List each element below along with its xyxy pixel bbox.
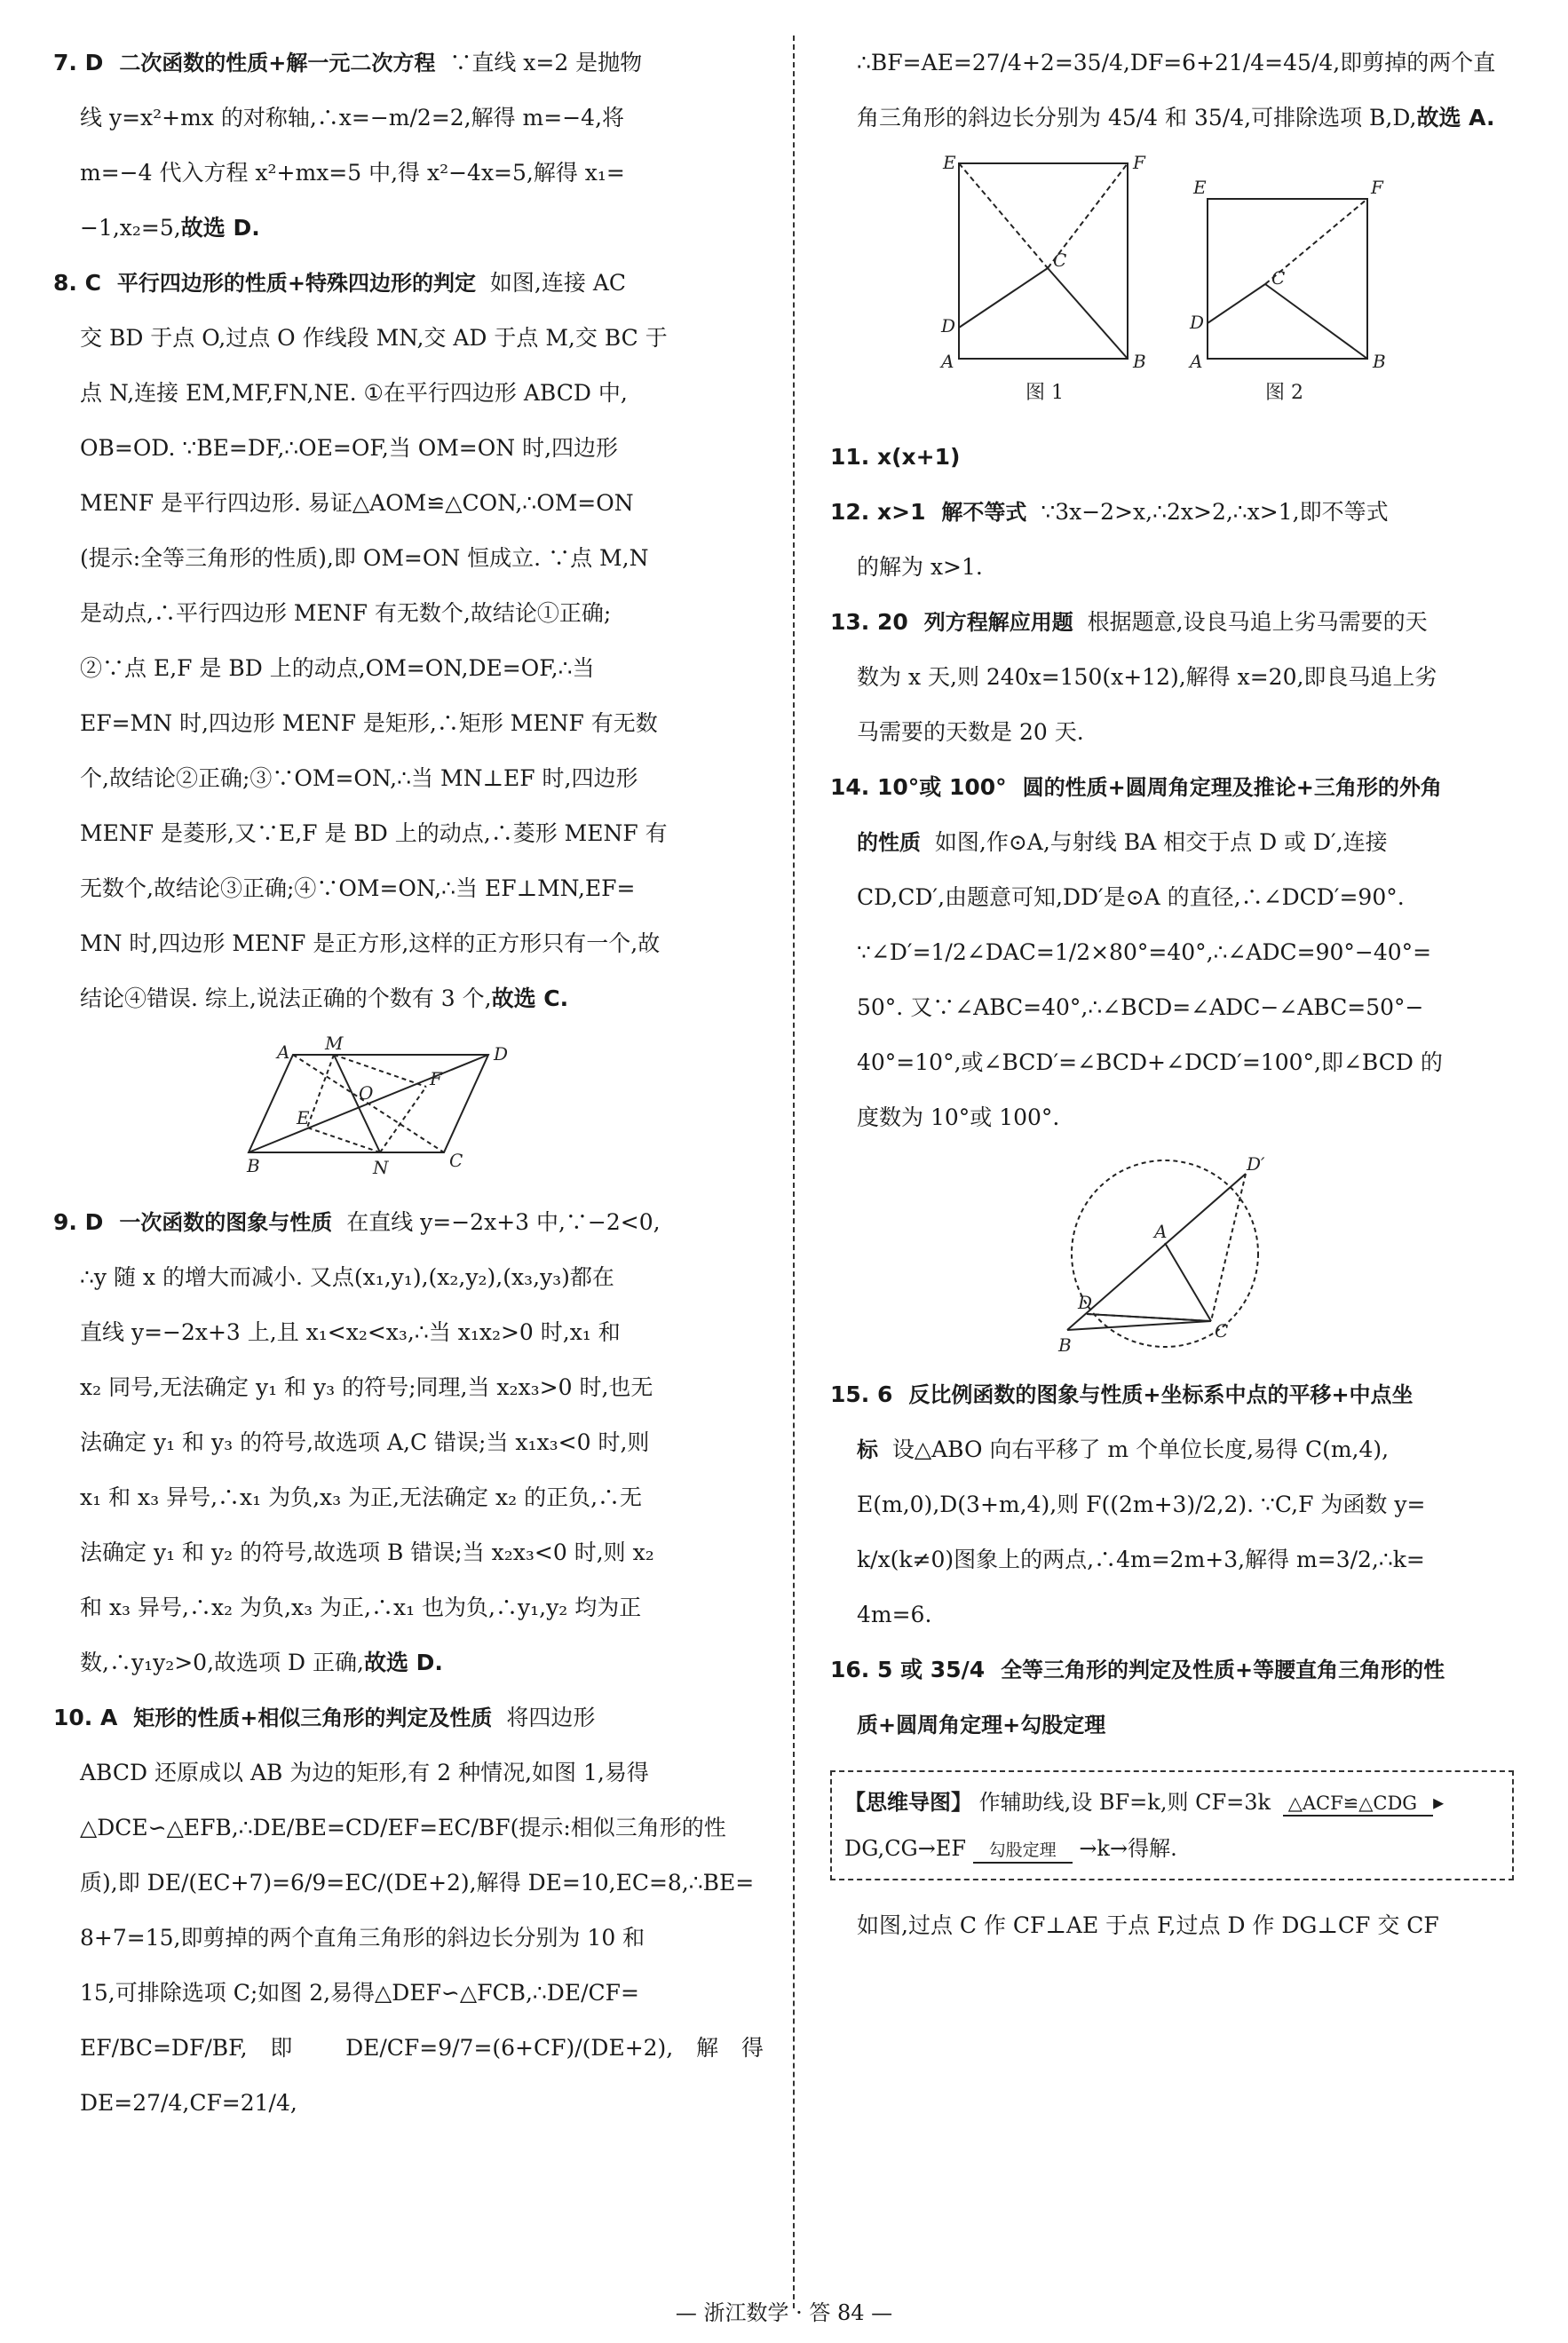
answer-15 [830,1367,1514,1642]
answer-line: 数,∴y₁y₂>0,故选项 D 正确, [80,1650,364,1675]
answer-11 [830,430,1514,485]
answer-conclusion: 故选 D. [363,1650,443,1675]
answer-line: 交 BD 于点 O,过点 O 作线段 MN,交 AD 于点 M,交 BC 于 [80,325,668,351]
answer-line: EF=MN 时,四边形 MENF 是矩形,∴矩形 MENF 有无数 [80,710,658,736]
topic-label-cont: 质+圆周角定理+勾股定理 [857,1713,1106,1737]
answer-line: 8+7=15,即剪掉的两个直角三角形的斜边长分别为 10 和 [80,1925,645,1951]
topic-label: 平行四边形的性质+特殊四边形的判定 [116,271,477,296]
arrow-label: △ACF≌△CDG [1287,1793,1418,1814]
answer-10-continued [830,36,1514,421]
answer-line: x₁ 和 x₃ 异号,∴x₁ 为负,x₃ 为正,无法确定 x₂ 的正负,∴无 [80,1484,643,1510]
answer-line: (提示:全等三角形的性质),即 OM=ON 恒成立. ∵点 M,N [80,545,649,571]
answer-line: CD,CD′,由题意可知,DD′是⊙A 的直径,∴∠DCD′=90°. [857,884,1405,910]
answer-line: 如图,连接 AC [489,270,626,296]
answer-line: ∴BF=AE=27/4+2=35/4,DF=6+21/4=45/4,即剪掉的两个直 [857,50,1496,75]
answer-line: 如图,作⊙A,与射线 BA 相交于点 D 或 D′,连接 [934,829,1388,855]
answer-line: k/x(k≠0)图象上的两点,∴4m=2m+3,解得 m=3/2,∴k= [857,1547,1425,1572]
answer-tag: 15. 6 [830,1381,893,1407]
point-label-A: A [1154,1221,1168,1242]
answer-line: ∴y 随 x 的增大而减小. 又点(x₁,y₁),(x₂,y₂),(x₃,y₃)都在 [80,1264,614,1290]
answer-line: x₂ 同号,无法确定 y₁ 和 y₃ 的符号;同理,当 x₂x₃>0 时,也无 [80,1374,653,1400]
answer-tag: 8. C [53,270,101,296]
point-label-M: M [325,1033,344,1054]
fig1-label-F: F [1133,152,1145,173]
answer-line: 40°=10°,或∠BCD′=∠BCD+∠DCD′=100°,即∠BCD 的 [857,1049,1443,1075]
topic-label: 列方程解应用题 [923,610,1073,635]
figure-2-caption: 图 2 [1265,382,1303,404]
mind-map-line: DG,CG→EF [844,1836,967,1861]
topic-label: 反比例函数的图象与性质+坐标系中点的平移+中点坐 [908,1382,1414,1407]
answer-line: 数为 x 天,则 240x=150(x+12),解得 x=20,即良马追上劣 [857,664,1437,690]
answer-8 [53,256,764,1186]
answer-line: 个,故结论②正确;③∵OM=ON,∴当 MN⊥EF 时,四边形 [80,765,638,791]
answer-10 [53,1690,764,2131]
fig2-label-B: B [1373,351,1386,372]
answer-line: 质),即 DE/(EC+7)=6/9=EC/(DE+2),解得 DE=10,EC=8,∴BE= [80,1870,755,1896]
page-footer: — 浙江数学 · 答 84 — [675,2300,893,2325]
answer-conclusion: 故选 C. [491,985,569,1011]
answer-7 [53,36,764,256]
answer-line: MENF 是菱形,又∵E,F 是 BD 上的动点,∴菱形 MENF 有 [80,820,668,846]
answer-13 [830,595,1514,760]
point-label-E: E [297,1107,310,1128]
answer-line: ABCD 还原成以 AB 为边的矩形,有 2 种情况,如图 1,易得 [80,1760,649,1785]
answer-line: 法确定 y₁ 和 y₃ 的符号,故选项 A,C 错误;当 x₁x₃<0 时,则 [80,1429,650,1455]
answer-tag: 10. A [53,1705,118,1730]
answer-line: 15,可排除选项 C;如图 2,易得△DEF∽△FCB,∴DE/CF= [80,1980,639,2006]
point-label-D-prime: D′ [1247,1153,1265,1175]
answer-line: ∵∠D′=1/2∠DAC=1/2×80°=40°,∴∠ADC=90°−40°= [857,939,1432,965]
answer-line: 在直线 y=−2x+3 中,∵−2<0, [346,1209,661,1235]
answer-tag: 16. 5 或 35/4 [830,1657,986,1682]
mind-map-title: 【思维导图】 [844,1790,972,1815]
answer-line: MN 时,四边形 MENF 是正方形,这样的正方形只有一个,故 [80,930,661,956]
point-label-N: N [373,1157,389,1178]
answer-line: 的解为 x>1. [857,554,983,580]
point-label-D: D [494,1043,509,1065]
answer-14 [830,760,1514,1358]
answer-line: 点 N,连接 EM,MF,FN,NE. ①在平行四边形 ABCD 中, [80,380,628,406]
answer-line: 线 y=x²+mx 的对称轴,∴x=−m/2=2,解得 m=−4,将 [80,105,625,131]
point-label-B: B [247,1155,260,1176]
fig1-label-D: D [941,315,956,336]
topic-label: 一次函数的图象与性质 [119,1210,333,1235]
fig2-label-C: C [1271,267,1286,289]
answer-line: 设△ABO 向右平移了 m 个单位长度,易得 C(m,4), [891,1437,1390,1462]
point-label-C: C [1215,1320,1229,1342]
answer-line: 法确定 y₁ 和 y₂ 的符号,故选项 B 错误;当 x₂x₃<0 时,则 x₂ [80,1540,654,1565]
answer-conclusion: 故选 D. [180,215,260,241]
answer-9 [53,1195,764,1690]
answer-line: 度数为 10°或 100°. [857,1104,1060,1130]
mind-map-box [830,1770,1514,1880]
answer-conclusion: 故选 A. [1416,105,1495,131]
fig2-label-F: F [1371,177,1383,198]
answer-line: 直线 y=−2x+3 上,且 x₁<x₂<x₃,∴当 x₁x₂>0 时,x₁ 和 [80,1319,621,1345]
answer-tag: 14. 10°或 100° [830,774,1007,800]
answer-line: E(m,0),D(3+m,4),则 F((2m+3)/2,2). ∵C,F 为函数 y= [857,1492,1426,1517]
arrow-head-icon: ▸ [1433,1790,1445,1815]
point-label-B: B [1058,1334,1072,1356]
point-label-F: F [430,1068,442,1089]
answer-line: −1,x₂=5, [80,215,181,241]
point-label-O: O [359,1082,374,1104]
fig1-label-B: B [1133,351,1146,372]
answer-line: 根据题意,设良马追上劣马需要的天 [1087,609,1428,635]
answer-12 [830,485,1514,595]
topic-label: 全等三角形的判定及性质+等腰直角三角形的性 [1001,1658,1445,1682]
answer-line: ∵直线 x=2 是抛物 [449,50,643,75]
topic-label: 矩形的性质+相似三角形的判定及性质 [133,1706,493,1730]
answer-line: MENF 是平行四边形. 易证△AOM≌△CON,∴OM=ON [80,490,634,516]
answer-line: m=−4 代入方程 x²+mx=5 中,得 x²−4x=5,解得 x₁= [80,160,625,186]
answer-tag: 9. D [53,1209,104,1235]
circle-figure [1057,1154,1287,1358]
answer-tag: 11. x(x+1) [830,444,961,470]
answer-line: 将四边形 [506,1705,596,1730]
fig2-label-A: A [1190,351,1203,372]
point-label-C: C [449,1150,463,1171]
topic-label: 二次函数的性质+解一元二次方程 [119,51,436,75]
answer-tag: 13. 20 [830,609,908,635]
answer-16 [830,1642,1514,1953]
right-column [830,36,1514,1953]
fig1-label-E: E [943,152,956,173]
answer-line: OB=OD. ∵BE=DF,∴OE=OF,当 OM=ON 时,四边形 [80,435,619,461]
mind-map-line: →k→得解. [1079,1836,1177,1861]
answer-line: 无数个,故结论③正确;④∵OM=ON,∴当 EF⊥MN,EF= [80,875,636,901]
fig2-label-D: D [1190,312,1205,333]
answer-line: ∵3x−2>x,∴2x>2,∴x>1,即不等式 [1041,499,1389,525]
answer-line: 马需要的天数是 20 天. [857,719,1084,745]
figure-1-caption: 图 1 [1026,382,1064,404]
parallelogram-figure [249,1035,568,1186]
answer-line: 结论④错误. 综上,说法正确的个数有 3 个, [80,985,492,1011]
answer-line: 和 x₃ 异号,∴x₂ 为负,x₃ 为正,∴x₁ 也为负,∴y₁,y₂ 均为正 [80,1595,642,1620]
answer-line: 50°. 又∵∠ABC=40°,∴∠BCD=∠ADC−∠ABC=50°− [857,994,1424,1020]
point-label-A: A [277,1041,290,1063]
answer-line: EF/BC=DF/BF,即 DE/CF=9/7=(6+CF)/(DE+2),解得 DE=27/4,CF=21/4, [80,2035,764,2116]
answer-line: ②∵点 E,F 是 BD 上的动点,OM=ON,DE=OF,∴当 [80,655,595,681]
mind-map-arrow [1283,1792,1433,1817]
answer-tag: 7. D [53,50,104,75]
rectangle-figures [923,154,1421,421]
column-divider [793,36,795,2308]
fig1-label-A: A [941,351,954,372]
fig2-label-E: E [1193,177,1207,198]
answer-line: 如图,过点 C 作 CF⊥AE 于点 F,过点 D 作 DG⊥CF 交 CF [857,1912,1439,1938]
arrow-label: 勾股定理 [988,1840,1057,1860]
answer-line: 4m=6. [857,1602,932,1627]
point-label-D: D [1078,1292,1093,1313]
answer-line: △DCE∽△EFB,∴DE/BE=CD/EF=EC/BF(提示:相似三角形的性 [80,1815,726,1840]
mind-map-line: 作辅助线,设 BF=k,则 CF=3k [978,1790,1271,1815]
topic-label: 圆的性质+圆周角定理及推论+三角形的外角 [1022,775,1442,800]
mind-map-arrow [973,1839,1073,1864]
answer-line: 角三角形的斜边长分别为 45/4 和 35/4,可排除选项 B,D, [857,105,1417,131]
left-column [53,36,764,2131]
fig1-label-C: C [1053,249,1067,271]
answer-tag: 12. x>1 [830,499,926,525]
topic-label: 解不等式 [941,500,1027,525]
topic-label-cont: 标 [857,1437,878,1462]
topic-label-cont: 的性质 [857,830,921,855]
answer-line: 是动点,∴平行四边形 MENF 有无数个,故结论①正确; [80,600,612,626]
